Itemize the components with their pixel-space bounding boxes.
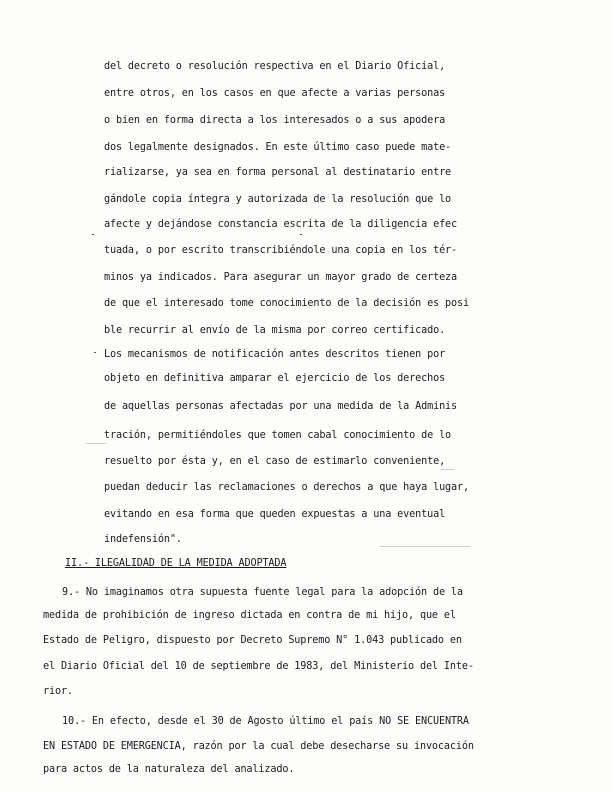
paragraph-10-line: 10.- En efecto, desde el 30 de Agosto último el país NO SE ENCUENTRA [62,716,469,727]
quote-line: puedan deducir las reclamaciones o derechos a que haya lugar, [104,482,469,493]
quote-line: evitando en esa forma que queden expuestas a una eventual [104,509,446,520]
scan-mark [440,469,454,470]
quote-line: tuada, o por escrito transcribiéndole una copia en los tér- [104,245,458,256]
scan-speck [94,352,96,353]
quote-line: rializarse, ya sea en forma personal al destinatario entre [104,167,452,178]
quote-line: o bien en forma directa a los interesados o a sus apodera [104,115,446,126]
paragraph-9-line: rior. [43,686,73,697]
quote-line: objeto en definitiva amparar el ejercicio de los derechos [104,373,446,384]
quote-line: entre otros, en los casos en que afecte a varias personas [104,88,446,99]
quote-line: de aquellas personas afectadas por una medida de la Adminis [104,401,458,412]
quote-line: ble recurrir al envío de la misma por correo certificado. [104,325,446,336]
quote-line: afecte y dejándose constancia escrita de la diligencia efec [104,219,458,230]
paragraph-9-line: el Diario Oficial del 10 de septiembre de 1983, del Ministerio del Inte- [43,661,474,672]
scan-mark [380,546,470,547]
quote-line: Los mecanismos de notificación antes descritos tienen por [104,349,446,360]
paragraph-9-line: medida de prohibición de ingreso dictada en contra de mi hijo, que el [43,610,456,621]
paragraph-9-line: 9.- No imaginamos otra supuesta fuente legal para la adopción de la [62,587,463,598]
scan-speck [92,234,94,235]
scan-mark [86,443,106,444]
paragraph-10-line: para actos de la naturaleza del analizado. [43,764,295,775]
paragraph-9-line: Estado de Peligro, dispuesto por Decreto Supremo N° 1.043 publicado en [43,635,462,646]
quote-line: de que el interesado tome conocimiento de la decisión es posi [104,298,469,309]
quote-line: indefensión". [104,534,182,545]
quote-line: resuelto por ésta y, en el caso de estimarlo conveniente, [104,456,446,467]
section-heading: II.- ILEGALIDAD DE LA MEDIDA ADOPTADA [65,558,287,569]
quote-line: minos ya indicados. Para asegurar un mayor grado de certeza [104,272,458,283]
paragraph-10-line: EN ESTADO DE EMERGENCIA, razón por la cual debe desecharse su invocación [43,741,474,752]
quote-line: dos legalmente designados. En este último caso puede mate- [104,142,452,153]
quote-line: gándole copia íntegra y autorizada de la resolución que lo [104,194,452,205]
quote-line: tración, permitiéndoles que tomen cabal conocimiento de lo [104,430,452,441]
scan-speck [300,234,302,235]
quote-line: del decreto o resolución respectiva en el Diario Oficial, [104,61,446,72]
